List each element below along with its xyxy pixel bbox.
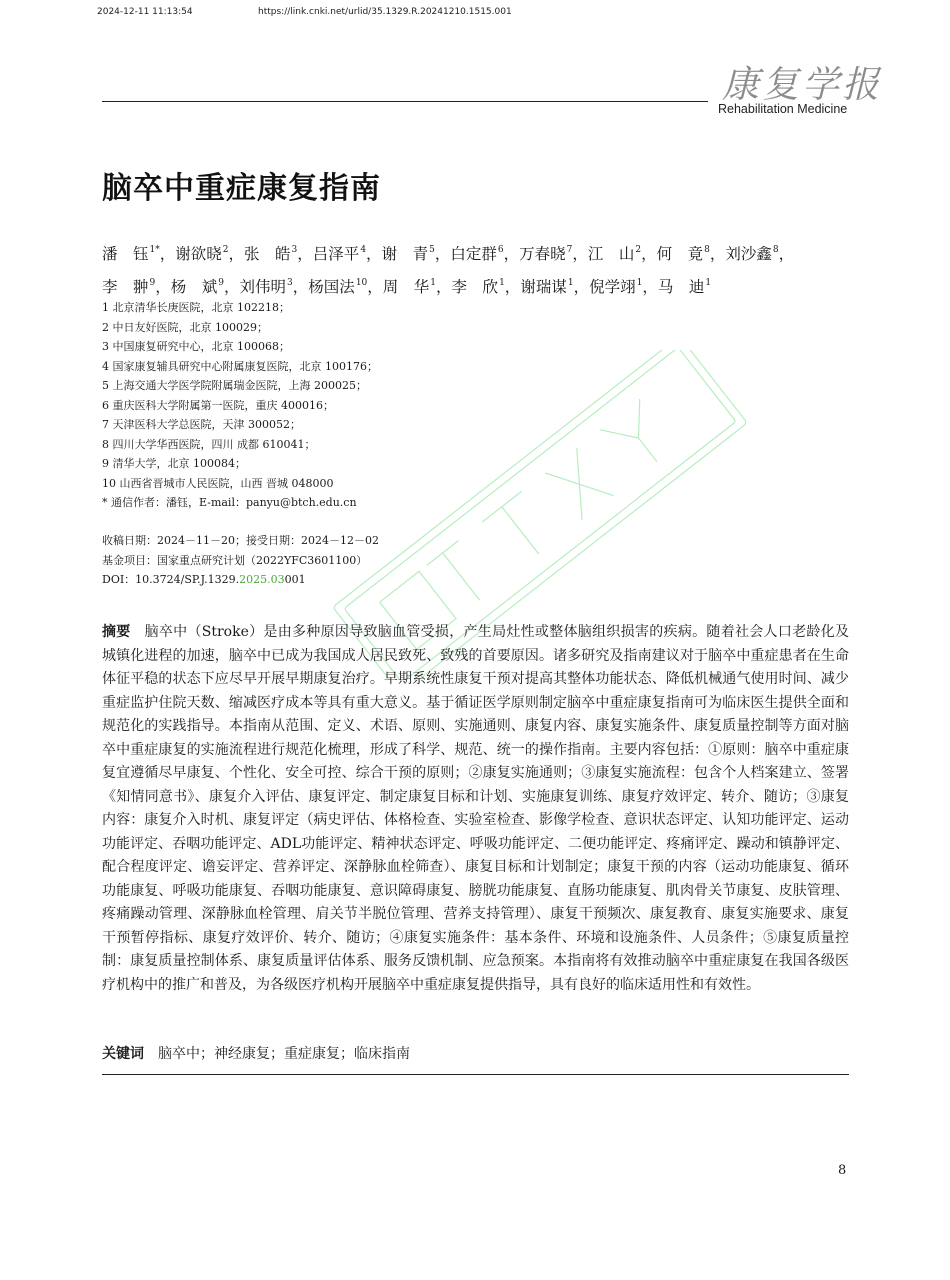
author-name: 江 山 bbox=[587, 245, 635, 263]
author bbox=[175, 245, 228, 263]
author-affil-ref: 8 bbox=[704, 245, 710, 255]
affiliation: * 通信作者：潘钰，E-mail：panyu@btch.edu.cn bbox=[102, 496, 357, 509]
author-separator: ， bbox=[297, 245, 313, 263]
author-name: 何 竟 bbox=[656, 245, 704, 263]
author-affil-ref: 3 bbox=[287, 278, 293, 288]
author bbox=[240, 278, 293, 296]
affiliation: 6 重庆医科大学附属第一医院，重庆 400016； bbox=[102, 398, 334, 412]
author-separator: ， bbox=[642, 278, 658, 296]
author-name: 刘沙鑫 bbox=[725, 245, 772, 263]
author bbox=[382, 245, 435, 263]
author-name: 谢瑞谋 bbox=[520, 278, 567, 296]
author bbox=[658, 278, 711, 296]
affiliation: 9 清华大学，北京 100084； bbox=[102, 457, 246, 470]
author-name: 李 翀 bbox=[102, 278, 149, 296]
author bbox=[657, 245, 710, 263]
header-rule bbox=[102, 101, 708, 102]
author-separator: ， bbox=[436, 278, 452, 296]
author-name: 马 迪 bbox=[657, 278, 705, 296]
author-separator: ， bbox=[366, 245, 382, 263]
keywords bbox=[102, 1043, 410, 1063]
author-affil-ref: 5 bbox=[429, 245, 435, 255]
author-separator: ， bbox=[641, 245, 657, 263]
source-url[interactable]: https://link.cnki.net/urlid/35.1329.R.20241210.1515.001 bbox=[258, 7, 512, 17]
author bbox=[171, 278, 224, 296]
author-affil-ref: 9 bbox=[149, 278, 156, 288]
article-info bbox=[102, 531, 379, 590]
affiliation: 8 四川大学华西医院，四川 成都 610041； bbox=[102, 437, 316, 451]
author-separator: ， bbox=[159, 245, 176, 263]
journal-logo-cn: 康复学报 bbox=[722, 63, 882, 106]
author bbox=[308, 278, 367, 296]
author-separator: ， bbox=[228, 245, 245, 263]
doi[interactable] bbox=[102, 570, 379, 590]
author bbox=[725, 245, 778, 263]
author-name: 倪学翊 bbox=[589, 278, 636, 296]
author-name: 杨 斌 bbox=[170, 278, 218, 296]
footer-rule bbox=[102, 1074, 849, 1075]
author-name: 刘伟明 bbox=[239, 278, 287, 296]
abstract bbox=[102, 621, 849, 997]
author-separator: ， bbox=[709, 245, 726, 263]
author-affil-ref: 8 bbox=[772, 245, 779, 255]
affiliation: 10 山西省晋城市人民医院，山西 晋城 048000 bbox=[102, 476, 334, 490]
affiliation: 5 上海交通大学医学院附属瑞金医院，上海 200025； bbox=[102, 379, 367, 392]
author bbox=[383, 278, 436, 296]
author-name: 谢欲晓 bbox=[175, 245, 222, 263]
author-affil-ref: 2 bbox=[222, 245, 229, 255]
author bbox=[102, 245, 160, 263]
author bbox=[452, 278, 505, 296]
author bbox=[589, 278, 642, 296]
keywords-text: 脑卒中；神经康复；重症康复；临床指南 bbox=[158, 1046, 410, 1062]
author-affil-ref: 9 bbox=[218, 278, 225, 288]
author-affil-ref: 1 bbox=[705, 278, 712, 288]
page-number: 8 bbox=[838, 1163, 847, 1178]
author-separator: ， bbox=[434, 245, 451, 263]
received-dates: 收稿日期：2024－11－20；接受日期：2024－12－02 bbox=[102, 534, 379, 547]
affiliation: 1 北京清华长庚医院，北京 102218； bbox=[102, 301, 290, 314]
affiliation: 2 中日友好医院，北京 100029； bbox=[102, 320, 268, 334]
affiliation-list bbox=[102, 298, 378, 513]
author-affil-ref: 2 bbox=[635, 245, 642, 255]
keywords-label: 关键词 bbox=[102, 1046, 144, 1062]
author-affil-ref: 1 bbox=[567, 278, 574, 288]
affiliation: 3 中国康复研究中心，北京 100068； bbox=[102, 340, 290, 353]
article-title: 脑卒中重症康复指南 bbox=[102, 171, 381, 206]
author-name: 张 皓 bbox=[244, 245, 291, 263]
download-timestamp: 2024-12-11 11:13:54 bbox=[97, 7, 193, 17]
abstract-text: 脑卒中（Stroke）是由多种原因导致脑血管受损，产生局灶性或整体脑组织损害的疾病。随着社会人口老龄化及城镇化进程的加速，脑卒中已成为我国成人居民致死、致残的首要原因。诸多研究及指南建议对于脑卒中重症患者在生命体征平稳的状态下应尽早开展早期康复治疗。早期系统性康复干预对提高其整体功能状态、降低机械通气使用时间、减少重症监护住院天数、缩减医疗成本等具有重大意义。基于循证医学原则制定脑卒中重症康复指南可为临床医生提供全面和规范化的实践指导。本指南从范围、定义、术语、原则、实施通则、康复内容、康复实施条件、康复质量控制等方面对脑卒中重症康复的实施流程进行规范化梳理，形成了科学、规范、统一的操作指南。主要内容包括：①原则：脑卒中重症康复宜遵循尽早康复、个性化、安全可控、综合干预的原则；②康复实施通则；③康复实施流程：包含个人档案建立、签署《知情同意书》、康复介入评估、康复评定、制定康复目标和计划、实施康复训练、康复疗效评定、转介、随访；③康复内容：康复介入时机、康复评定（病史评估、体格检查、实验室检查、影像学检查、意识状态评定、认知功能评定、运动功能评定、吞咽功能评定、ADL功能评定、精神状态评定、呼吸功能评定、二便功能评定、疼痛评定、躁动和镇静评定、配合程度评定、谵妄评定、营养评定、深静脉血栓筛查）、康复目标和计划制定；康复干预的内容（运动功能康复、循环功能康复、呼吸功能康复、吞咽功能康复、意识障碍康复、膀胱功能康复、直肠功能康复、肌肉骨关节康复、皮肤管理、疼痛躁动管理、深静脉血栓管理、肩关节半脱位管理、营养支持管理）、康复干预频次、康复教育、康复实施要求、康复干预暂停指标、康复疗效评价、转介、随访；④康复实施条件：基本条件、环境和设施条件、人员条件；⑤康复质量控制：康复质量控制体系、康复质量评估体系、服务反馈机制、应急预案。本指南将有效推动脑卒中重症康复在我国各级医疗机构中的推广和普及，为各级医疗机构开展脑卒中重症康复提供指导，具有良好的临床适用性和有效性。 bbox=[102, 624, 850, 993]
author bbox=[588, 245, 641, 263]
author-name: 杨国法 bbox=[308, 278, 355, 296]
author-separator: ， bbox=[155, 278, 171, 296]
author-list bbox=[102, 236, 862, 302]
author bbox=[102, 278, 155, 296]
author-affil-ref: 7 bbox=[566, 245, 573, 255]
author-separator: ， bbox=[224, 278, 240, 296]
author-affil-ref: 4 bbox=[360, 245, 367, 255]
author-name: 潘 钰 bbox=[102, 245, 149, 263]
fund-info: 基金项目：国家重点研究计划（2022YFC3601100） bbox=[102, 553, 368, 567]
author-separator: ， bbox=[503, 245, 520, 263]
author-affil-ref: 3 bbox=[291, 245, 298, 255]
author-affil-ref: 1 bbox=[430, 278, 437, 288]
author bbox=[519, 245, 572, 263]
doi-suffix: 001 bbox=[284, 573, 306, 586]
author bbox=[244, 245, 297, 263]
affiliation: 4 国家康复辅具研究中心附属康复医院，北京 100176； bbox=[102, 359, 378, 373]
author-name: 白定群 bbox=[450, 245, 497, 263]
abstract-label: 摘要 bbox=[102, 624, 131, 640]
author bbox=[520, 278, 573, 296]
author-name: 周 华 bbox=[382, 278, 430, 296]
author-separator: ， bbox=[573, 278, 590, 296]
journal-name-en: Rehabilitation Medicine bbox=[718, 102, 848, 116]
affiliation: 7 天津医科大学总医院，天津 300052； bbox=[102, 418, 301, 431]
author bbox=[450, 245, 503, 263]
author bbox=[313, 245, 366, 263]
author-separator: ， bbox=[572, 245, 588, 263]
doi-prefix: DOI：10.3724/SP.J.1329. bbox=[102, 573, 240, 586]
author-name: 万春晓 bbox=[519, 245, 566, 263]
author-name: 李 欣 bbox=[451, 278, 499, 296]
author-separator: ， bbox=[367, 278, 383, 296]
author-separator: ， bbox=[778, 245, 795, 263]
author-affil-ref: 6 bbox=[497, 245, 504, 255]
author-separator: ， bbox=[292, 278, 309, 296]
author-affil-ref: 1 bbox=[636, 278, 643, 288]
doi-year: 2025.03 bbox=[239, 573, 285, 586]
author-affil-ref: 1* bbox=[149, 245, 160, 255]
author-name: 吕泽平 bbox=[312, 245, 360, 263]
author-separator: ， bbox=[504, 278, 521, 296]
author-name: 谢 青 bbox=[381, 245, 429, 263]
author-affil-ref: 1 bbox=[499, 278, 505, 288]
author-affil-ref: 10 bbox=[355, 278, 368, 288]
